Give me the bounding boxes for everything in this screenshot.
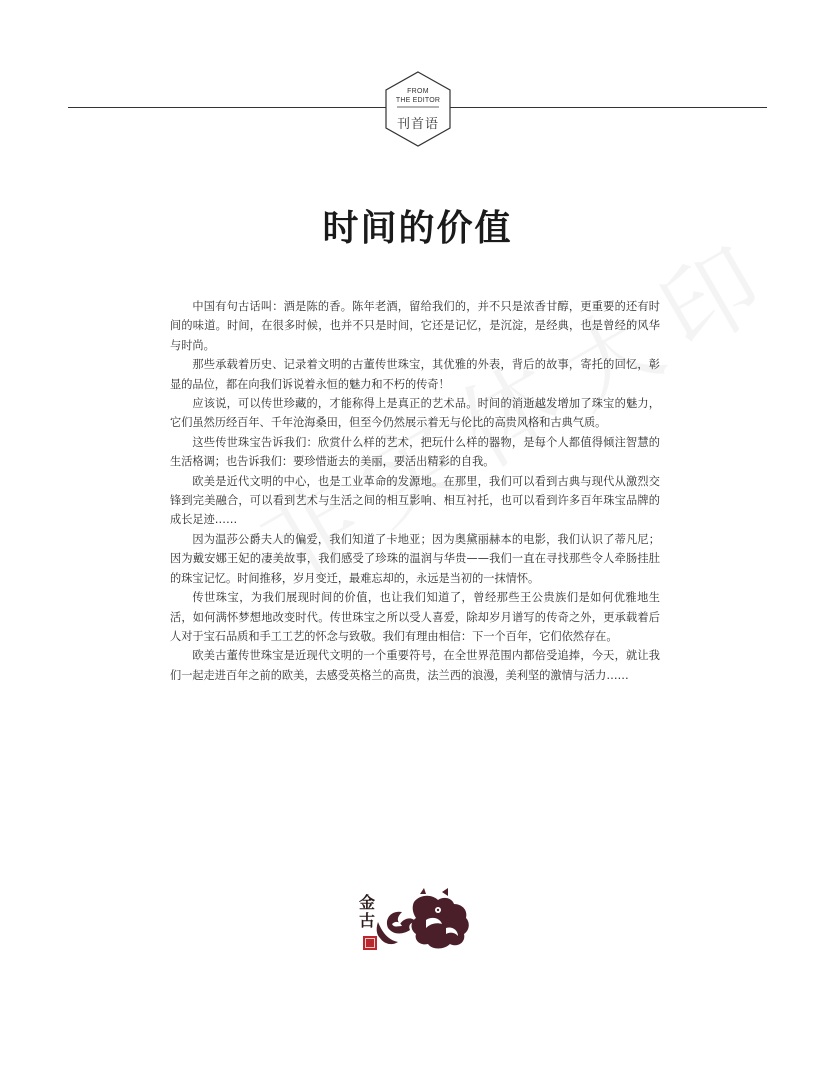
header-rule-right	[449, 107, 767, 108]
logo-char-2: 古	[358, 911, 375, 930]
logo-char-1: 金	[358, 893, 375, 912]
paragraph-1: 中国有句古话叫：酒是陈的香。陈年老酒，留给我们的，并不只是浓香甘醇，更重要的还有时间的味道。时间，在很多时候，也并不只是时间，它还是记忆，是沉淀，是经典，也是曾经的风华与时尚。	[170, 300, 660, 352]
hexagon-badge-icon	[383, 70, 453, 148]
article-body	[170, 297, 660, 685]
paragraph-8: 欧美古董传世珠宝是近现代文明的一个重要符号，在全世界范围内都倍受追捧，今天，就让我们一起走进百年之前的欧美，去感受英格兰的高贵，法兰西的浪漫，美利坚的激情与活力……	[170, 649, 660, 682]
dragon-icon	[358, 888, 476, 956]
paragraph-2: 那些承载着历史、记录着文明的古董传世珠宝，其优雅的外表，背后的故事，寄托的回忆，彰显的品位，都在向我们诉说着永恒的魅力和不朽的传奇！	[170, 358, 660, 391]
page-title: 时间的价值	[322, 207, 513, 249]
paragraph-3: 应该说，可以传世珍藏的，才能称得上是真正的艺术品。时间的消逝越发增加了珠宝的魅力，它们虽然历经百年、千年沧海桑田，但至今仍然展示着无与伦比的高贵风格和古典气质。	[170, 397, 660, 430]
badge-en-line1: FROM	[407, 88, 429, 95]
paragraph-4: 这些传世珠宝告诉我们：欣赏什么样的艺术，把玩什么样的器物，是每个人都值得倾注智慧的生活格调；也告诉我们：要珍惜逝去的美丽，要活出精彩的自我。	[170, 435, 660, 469]
paragraph-7: 传世珠宝，为我们展现时间的价值，也让我们知道了，曾经那些王公贵族们是如何优雅地生活，如何满怀梦想地改变时代。传世珠宝之所以受人喜爱，除却岁月谱写的传奇之外，更承载着后人对于宝石品质和手工工艺的怀念与致敬。我们有理由相信：下一个百年，它们依然存在。	[170, 591, 660, 643]
header-rule-left	[68, 107, 386, 108]
paragraph-6: 因为温莎公爵夫人的偏爱，我们知道了卡地亚；因为奥黛丽赫本的电影，我们认识了蒂凡尼；因为戴安娜王妃的凄美故事，我们感受了珍珠的温润与华贵——我们一直在寻找那些令人牵肠挂肚的珠宝记忆。时间推移，岁月变迁，最难忘却的，永远是当初的一抹情怀。	[170, 532, 660, 585]
badge-zh-label: 刊首语	[396, 117, 439, 132]
badge-en-line2: THE EDITOR	[395, 97, 441, 104]
paragraph-5: 欧美是近代文明的中心，也是工业革命的发源地。在那里，我们可以看到古典与现代从激烈交锋到完美融合，可以看到艺术与生活之间的相互影响、相互衬托，也可以看到许多百年珠宝品牌的成长足迹……	[170, 474, 660, 527]
